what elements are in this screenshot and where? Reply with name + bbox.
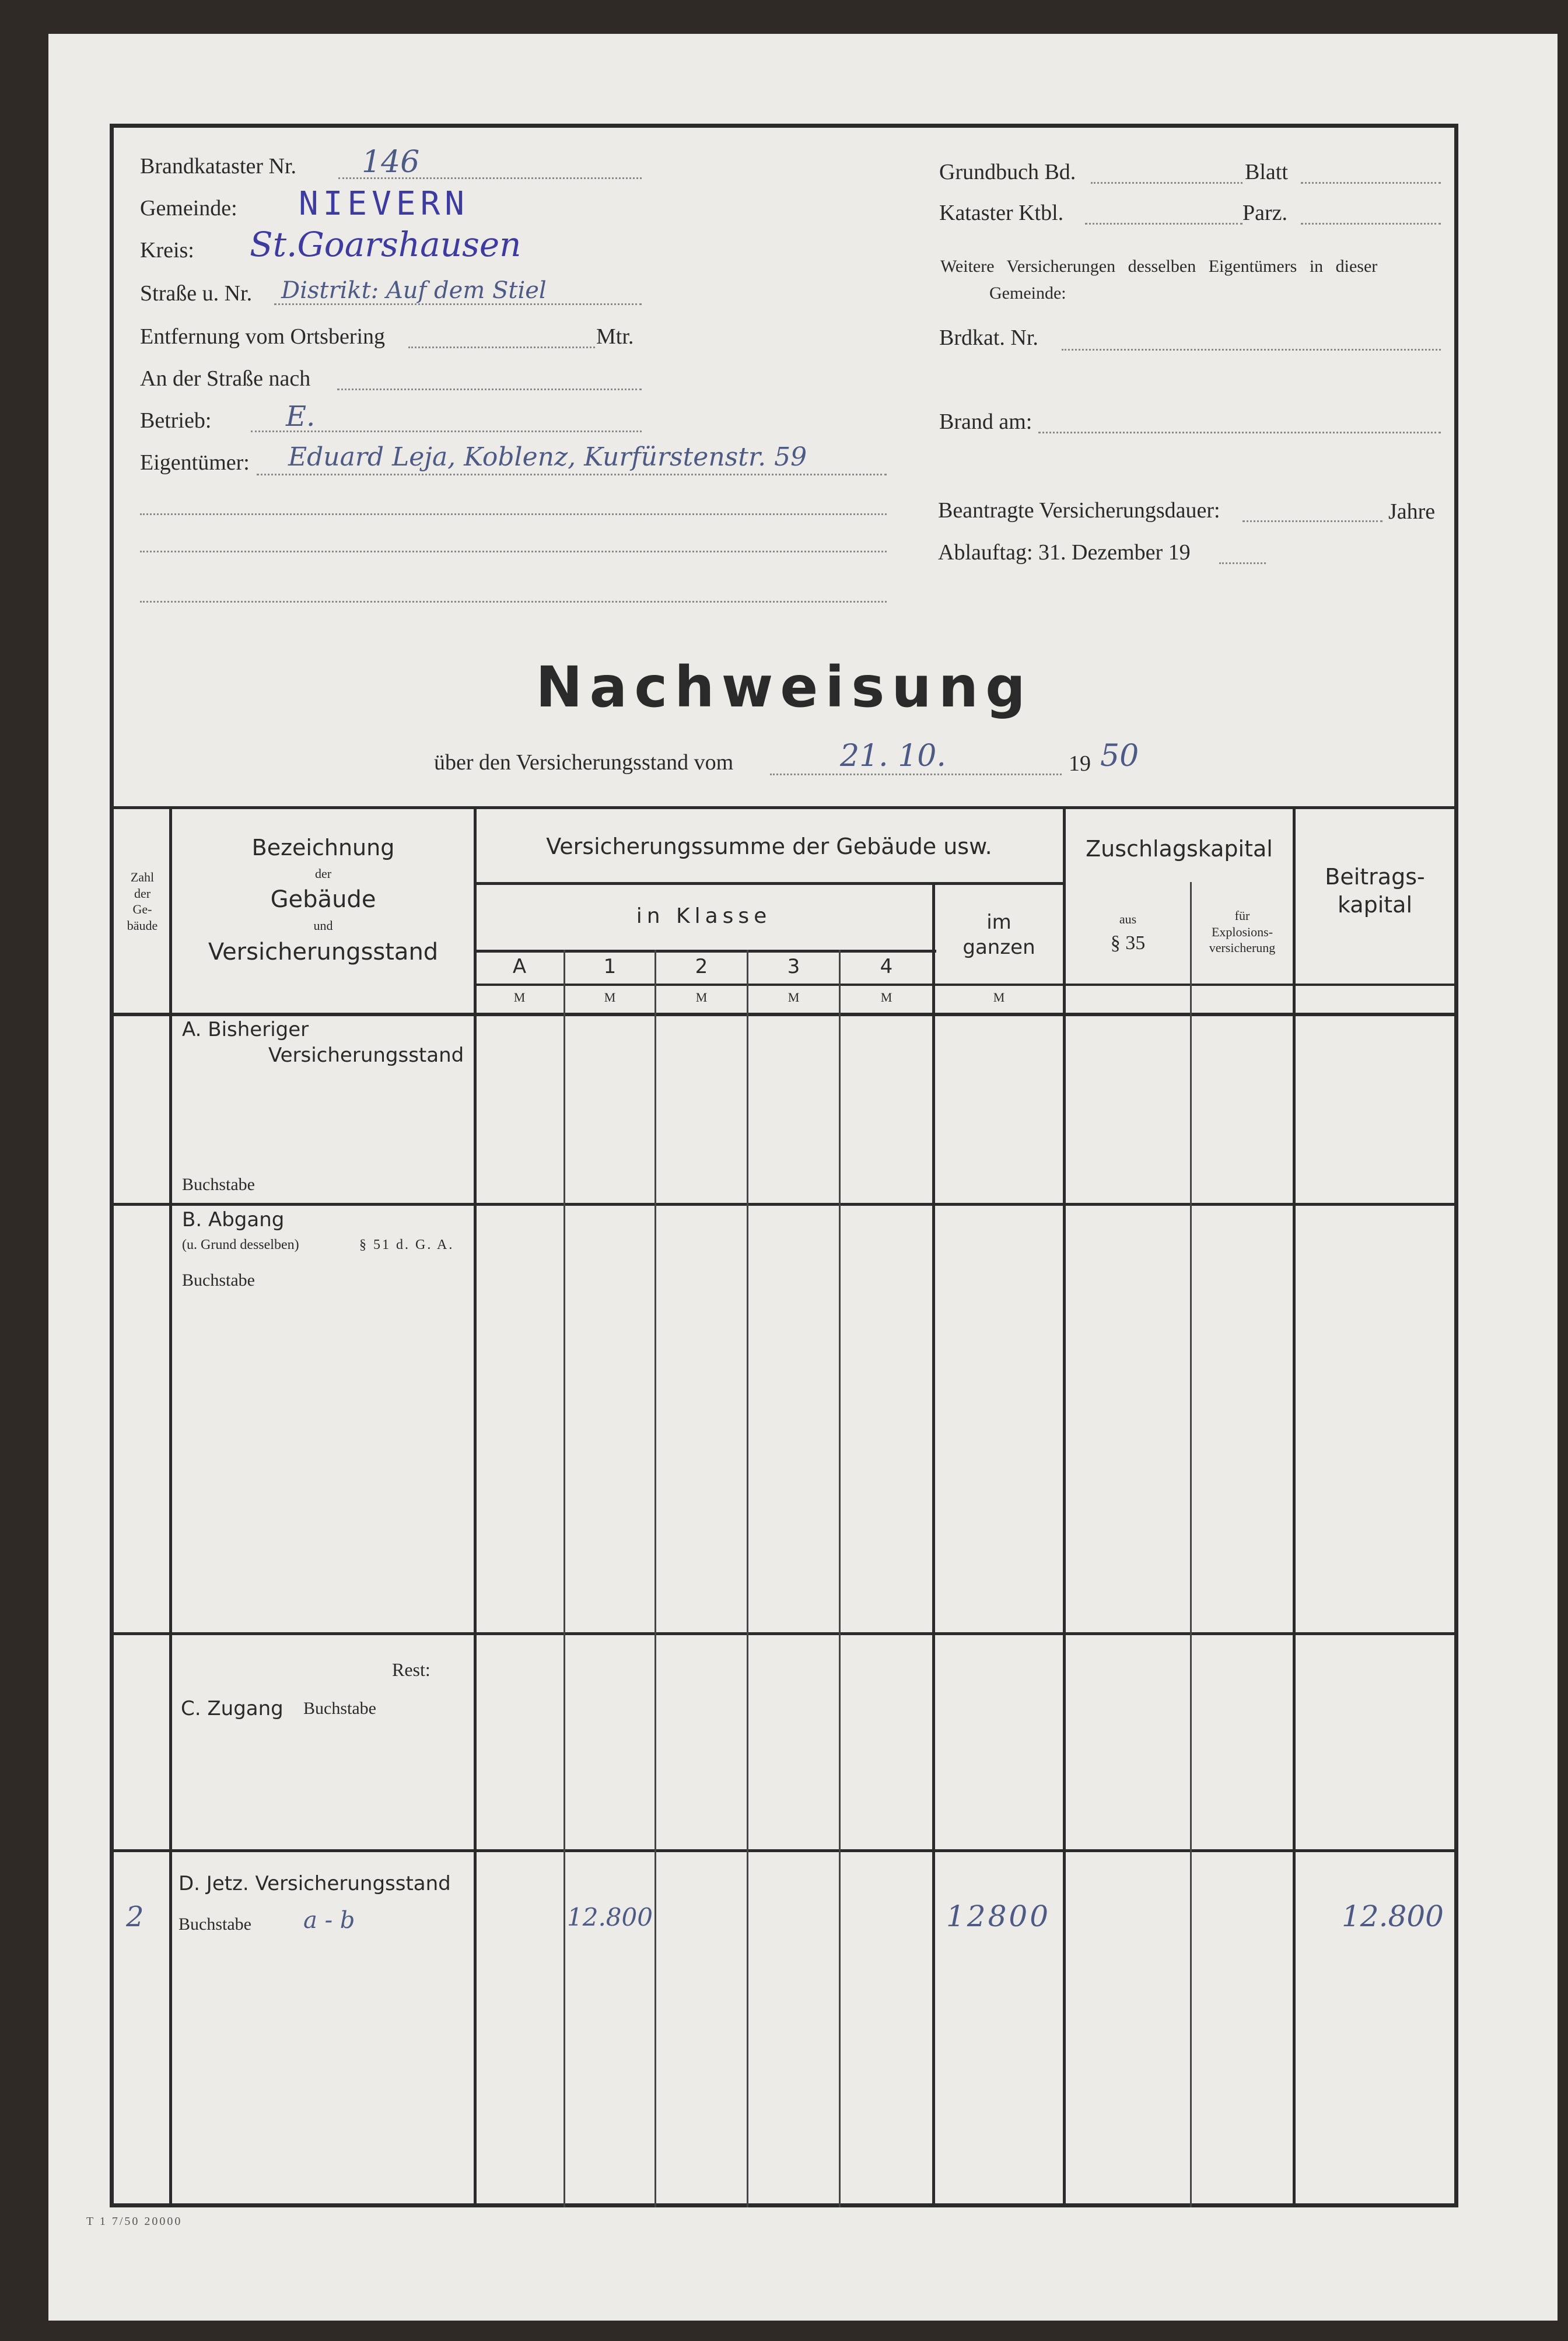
section-b-note: (u. Grund desselben) (182, 1237, 299, 1252)
entfernung-unit: Mtr. (596, 324, 634, 349)
brand-label: Brand am: (939, 410, 1032, 434)
betrieb-value: E. (286, 400, 316, 433)
in-klasse-header: in Klasse (636, 904, 772, 928)
bezeichnung-header (173, 834, 474, 967)
section-d-title: D. Jetz. Versicherungsstand (178, 1872, 451, 1895)
klasse-4-header: 4 (880, 955, 893, 978)
section-b-rule (114, 1203, 1454, 1206)
extra-line-3 (140, 601, 887, 603)
bezeichnung-title: Bezeichnung (251, 835, 395, 860)
brandkataster-line (338, 177, 642, 179)
explosion-line-1: Explosions- (1211, 924, 1273, 939)
subtitle-date-line (770, 774, 1062, 775)
bez-col-rule (474, 806, 477, 2207)
rest-label: Rest: (392, 1659, 430, 1680)
beantragte-label: Beantragte Versicherungsdauer: (938, 498, 1220, 523)
section-b-para: § 51 d. G. A. (359, 1237, 454, 1252)
section-c-rule (114, 1632, 1454, 1635)
unit-a: M (513, 990, 526, 1005)
bezeichnung-der: der (314, 866, 332, 881)
strasse-label: Straße u. Nr. (140, 281, 253, 306)
beitrags-line-2: kapital (1337, 891, 1413, 918)
zahl-value: 2 (126, 1901, 144, 1933)
subtitle-label: über den Versicherungsstand vom (434, 750, 734, 775)
brandkataster-label: Brandkataster Nr. (140, 154, 297, 179)
parz-line (1301, 223, 1441, 225)
bezeichnung-gebaeude: Gebäude (270, 886, 376, 913)
im-ganzen-line-1: im (986, 911, 1012, 934)
form-code: T 1 7/50 20000 (86, 2215, 183, 2228)
ablauftag-label: Ablauftag: 31. Dezember 19 (938, 540, 1191, 565)
jahre-label: Jahre (1388, 499, 1436, 524)
section-d-rule (114, 1849, 1454, 1852)
zahl-line-2: der (134, 886, 151, 901)
strasse-value: Distrikt: Auf dem Stiel (281, 277, 547, 304)
kataster-line (1085, 223, 1242, 225)
extra-line-1 (140, 513, 887, 515)
zahl-line-4: bäude (127, 918, 158, 933)
entfernung-line (408, 347, 595, 348)
paragraph-35: § 35 (1110, 932, 1146, 954)
section-c-title: C. Zugang (181, 1697, 284, 1720)
strasse-line (274, 303, 642, 305)
zuschlag-rule (1293, 806, 1296, 2207)
eigentuemer-line (257, 474, 887, 475)
brdkat-line (1062, 349, 1441, 351)
gemeinde-stamp: NIEVERN (299, 185, 470, 223)
bezeichnung-stand: Versicherungsstand (208, 938, 439, 965)
col-3-rule (839, 950, 841, 2207)
section-c-buchstabe: Buchstabe (303, 1699, 376, 1718)
explosion-line-2: versicherung (1209, 940, 1276, 955)
grundbuch-line (1091, 182, 1242, 184)
section-b-title: B. Abgang (182, 1208, 285, 1231)
section-b-buchstabe: Buchstabe (182, 1271, 255, 1290)
beitrags-value: 12.800 (1342, 1899, 1444, 1933)
table-top-rule (114, 806, 1454, 809)
weitere-label-1: Weitere Versicherungen desselben Eigentümers in dieser (940, 257, 1378, 276)
units-top-rule (475, 984, 1454, 986)
unit-2: M (695, 990, 708, 1005)
klasse-2-header: 2 (695, 955, 708, 978)
kataster-label: Kataster Ktbl. (939, 201, 1064, 225)
brdkat-label: Brdkat. Nr. (939, 326, 1038, 350)
betrieb-label: Betrieb: (140, 408, 212, 433)
grundbuch-label: Grundbuch Bd. (939, 160, 1076, 184)
beantragte-line (1242, 520, 1382, 522)
beitrags-line-1: Beitrags- (1325, 864, 1425, 890)
an-der-strasse-line (337, 389, 642, 390)
section-a-buchstabe: Buchstabe (182, 1175, 255, 1194)
klassen-label-rule (475, 950, 936, 953)
unit-im-ganzen: M (993, 990, 1005, 1005)
eigentuemer-value: Eduard Leja, Koblenz, Kurfürstenstr. 59 (288, 442, 807, 472)
klasse1-value: 12.800 (567, 1903, 653, 1931)
gemeinde-label: Gemeinde: (140, 196, 237, 221)
klasse-1-header: 1 (603, 955, 617, 978)
beitrags-header (1296, 863, 1454, 919)
explosion-header (1192, 908, 1293, 956)
bezeichnung-und: und (313, 918, 333, 933)
ablauftag-line (1219, 562, 1266, 564)
eigentuemer-label: Eigentümer: (140, 450, 250, 475)
klasse-a-header: A (512, 955, 527, 978)
blatt-label: Blatt (1245, 160, 1288, 184)
aus-label: aus (1119, 912, 1137, 926)
header-bottom-rule (114, 1013, 1454, 1016)
section-a-title-2: Versicherungsstand (268, 1044, 464, 1067)
brandkataster-value: 146 (362, 145, 420, 180)
zahl-line-1: Zahl (130, 870, 155, 884)
klasse-rule (475, 882, 1065, 885)
betrieb-line (251, 431, 642, 432)
kreis-label: Kreis: (140, 238, 194, 263)
aus35-rule (1190, 882, 1192, 2207)
unit-3: M (788, 990, 800, 1005)
extra-line-2 (140, 551, 887, 552)
klasse-3-header: 3 (787, 955, 800, 978)
section-d-buchstabe: Buchstabe (178, 1915, 251, 1934)
im-ganzen-rule (1063, 806, 1066, 2207)
col-1-rule (654, 950, 656, 2207)
section-a-title: A. Bisheriger (182, 1018, 309, 1041)
kreis-stamp: St.Goarshausen (250, 225, 522, 264)
col-4-rule (932, 882, 935, 2207)
fuer-label: für (1234, 908, 1250, 923)
entfernung-label: Entfernung vom Ortsbering (140, 324, 386, 349)
zahl-col-rule (169, 806, 172, 2207)
versicherungssumme-header: Versicherungssumme der Gebäude usw. (546, 834, 992, 859)
parz-label: Parz. (1242, 201, 1288, 225)
zahl-header (116, 869, 169, 933)
im-ganzen-line-2: ganzen (963, 935, 1035, 959)
weitere-label-2: Gemeinde: (989, 284, 1066, 303)
subtitle-year-prefix: 19 (1069, 751, 1091, 776)
blatt-line (1301, 182, 1441, 184)
unit-1: M (604, 990, 616, 1005)
im-ganzen-header (935, 910, 1063, 960)
col-2-rule (747, 950, 748, 2207)
subtitle-year-value: 50 (1100, 739, 1139, 774)
subtitle-date-value: 21. 10. (840, 739, 946, 774)
brand-line (1038, 432, 1441, 433)
section-d-buchstabe-value: a - b (303, 1907, 355, 1934)
unit-4: M (880, 990, 892, 1005)
col-a-rule (564, 950, 565, 2207)
im-ganzen-value: 12800 (946, 1899, 1051, 1933)
aus35-header (1066, 911, 1190, 956)
zuschlag-header: Zuschlagskapital (1086, 836, 1273, 862)
document-title: Nachweisung (536, 655, 1032, 720)
an-der-strasse-label: An der Straße nach (140, 366, 311, 391)
zahl-line-3: Ge- (132, 902, 152, 916)
